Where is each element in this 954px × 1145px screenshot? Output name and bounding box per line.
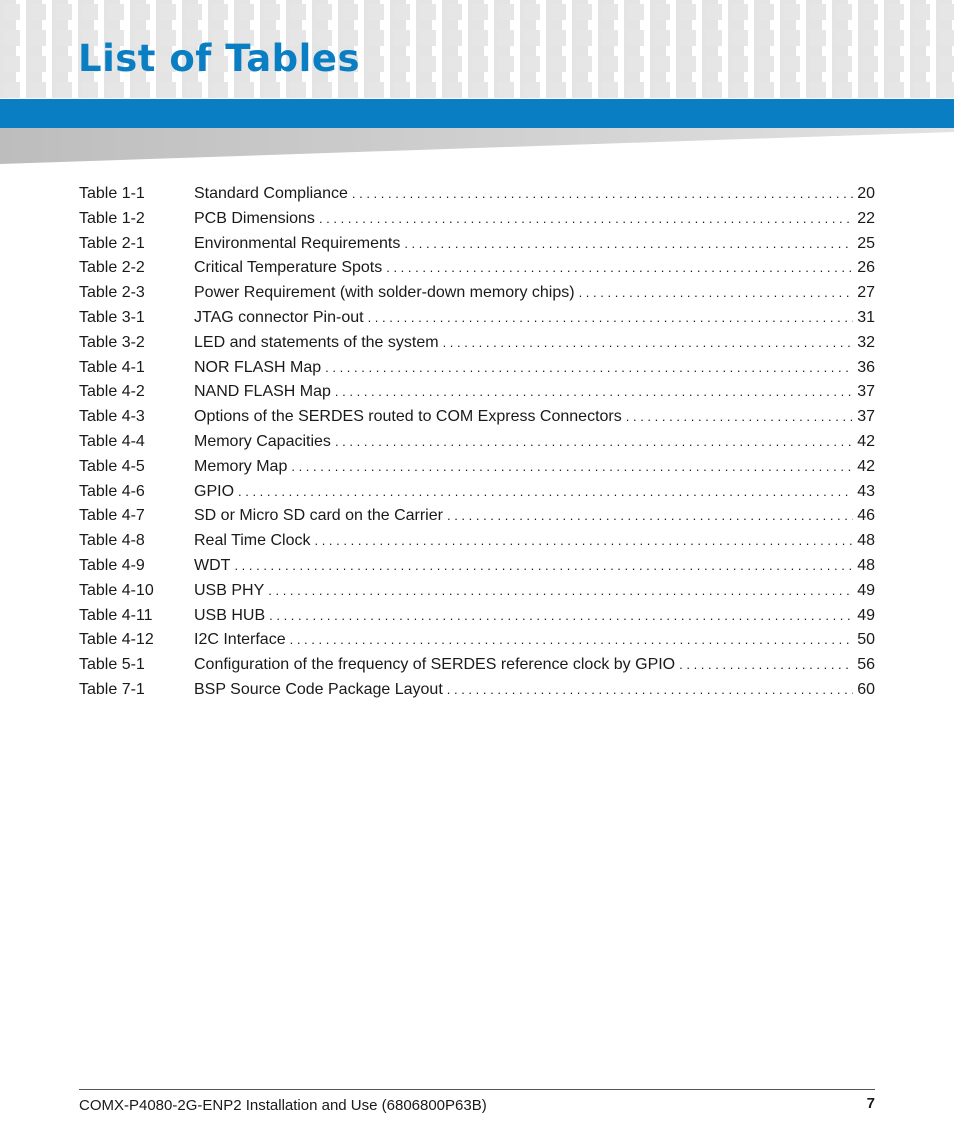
header-grid-cell xyxy=(888,56,904,72)
header-grid-cell xyxy=(888,82,904,98)
toc-entry-number: Table 4-8 xyxy=(79,532,145,550)
toc-entry-number: Table 4-11 xyxy=(79,606,153,624)
header-grid-cell xyxy=(82,82,98,98)
header-grid-cell xyxy=(628,4,644,20)
toc-entry-title: USB PHY xyxy=(194,581,265,599)
toc-entry-number: Table 4-4 xyxy=(79,432,145,450)
header-grid-cell xyxy=(628,56,644,72)
toc-dot-leader xyxy=(268,579,853,604)
toc-dot-leader xyxy=(352,182,853,207)
header-grid-cell xyxy=(290,4,306,20)
header-grid-cell xyxy=(420,82,436,98)
toc-entry-page: 48 xyxy=(857,556,875,574)
header-grid-cell xyxy=(524,30,540,46)
header-grid-cell xyxy=(758,4,774,20)
toc-entry-title: NOR FLASH Map xyxy=(194,358,322,376)
header-grid-cell xyxy=(394,56,410,72)
header-grid-cell xyxy=(186,82,202,98)
toc-entry-number: Table 4-3 xyxy=(79,408,145,426)
header-grid-cell xyxy=(134,82,150,98)
toc-entry-title: Memory Capacities xyxy=(194,432,331,450)
toc-entry[interactable] xyxy=(79,554,875,579)
header-grid-cell xyxy=(862,56,878,72)
header-grid-cell xyxy=(862,82,878,98)
header-grid-cell xyxy=(316,4,332,20)
toc-entry-title: NAND FLASH Map xyxy=(194,383,331,401)
header-grid-cell xyxy=(264,4,280,20)
toc-entry[interactable] xyxy=(79,281,875,306)
header-grid-cell xyxy=(784,4,800,20)
toc-entry[interactable] xyxy=(79,504,875,529)
toc-entry-page: 37 xyxy=(857,408,875,426)
header-grid-cell xyxy=(758,82,774,98)
toc-entry-title: WDT xyxy=(194,556,231,574)
toc-entry-page: 56 xyxy=(857,656,875,674)
header-grid-cell xyxy=(368,4,384,20)
header-grid-cell xyxy=(940,56,954,72)
header-grid-cell xyxy=(654,56,670,72)
header-grid-cell xyxy=(836,82,852,98)
toc-dot-leader xyxy=(626,405,853,430)
toc-dot-leader xyxy=(386,256,853,281)
toc-entry-page: 32 xyxy=(857,333,875,351)
toc-dot-leader xyxy=(447,678,853,703)
toc-entry-title: JTAG connector Pin-out xyxy=(194,308,364,326)
header-grid-cell xyxy=(888,30,904,46)
header-grid-cell xyxy=(238,82,254,98)
header-grid-cell xyxy=(30,56,46,72)
toc-entry-number: Table 1-2 xyxy=(79,209,145,227)
header-grid-cell xyxy=(940,82,954,98)
header-grid-cell xyxy=(4,56,20,72)
toc-entry-title: Environmental Requirements xyxy=(194,234,401,252)
toc-dot-leader xyxy=(319,207,853,232)
toc-entry-number: Table 4-9 xyxy=(79,556,145,574)
header-grid-cell xyxy=(576,30,592,46)
header-grid-cell xyxy=(680,30,696,46)
header-grid-cell xyxy=(654,30,670,46)
header-grid-cell xyxy=(30,4,46,20)
header-grid-cell xyxy=(836,56,852,72)
header-grid-cell xyxy=(602,30,618,46)
header-grid-cell xyxy=(628,82,644,98)
toc-entry-number: Table 5-1 xyxy=(79,656,145,674)
header-grid-cell xyxy=(524,56,540,72)
toc-entry[interactable] xyxy=(79,480,875,505)
toc-dot-leader xyxy=(290,628,854,653)
toc-dot-leader xyxy=(335,380,853,405)
header-grid-cell xyxy=(758,56,774,72)
toc-entry-page: 46 xyxy=(857,507,875,525)
header-grid-cell xyxy=(706,56,722,72)
header-grid-cell xyxy=(706,82,722,98)
toc-entry[interactable] xyxy=(79,306,875,331)
toc-entry-number: Table 2-2 xyxy=(79,259,145,277)
toc-entry-number: Table 4-7 xyxy=(79,507,145,525)
toc-entry[interactable] xyxy=(79,579,875,604)
toc-entry-title: PCB Dimensions xyxy=(194,209,315,227)
header-grid-cell xyxy=(472,56,488,72)
toc-entry-title: I2C Interface xyxy=(194,631,286,649)
toc-entry-title: LED and statements of the system xyxy=(194,333,439,351)
header-grid-cell xyxy=(732,30,748,46)
header-grid-cell xyxy=(472,30,488,46)
header-grid-cell xyxy=(914,82,930,98)
header-grid-cell xyxy=(836,30,852,46)
header-grid-cell xyxy=(212,82,228,98)
header-grid-cell xyxy=(940,4,954,20)
toc-entry-number: Table 3-1 xyxy=(79,308,145,326)
header-grid-cell xyxy=(342,82,358,98)
toc-entry-page: 36 xyxy=(857,358,875,376)
header-grid-cell xyxy=(108,82,124,98)
header-grid-cell xyxy=(394,82,410,98)
toc-entry-title: GPIO xyxy=(194,482,235,500)
toc-entry-title: Real Time Clock xyxy=(194,532,311,550)
toc-entry-number: Table 1-1 xyxy=(79,185,145,202)
header-grid-cell xyxy=(602,56,618,72)
header-grid-cell xyxy=(706,4,722,20)
footer-page-number: 7 xyxy=(866,1095,875,1112)
toc-dot-leader xyxy=(447,504,853,529)
header-grid-cell xyxy=(550,4,566,20)
page-title: List of Tables xyxy=(78,37,360,80)
header-grid-cell xyxy=(160,82,176,98)
toc-entry-page: 50 xyxy=(857,631,875,649)
header-grid-cell xyxy=(446,56,462,72)
header-grid-cell xyxy=(56,4,72,20)
header-grid-cell xyxy=(706,30,722,46)
toc-dot-leader xyxy=(368,306,854,331)
header-grid-cell xyxy=(186,4,202,20)
toc-entry-page: 37 xyxy=(857,383,875,401)
list-of-tables xyxy=(79,182,875,703)
toc-entry-page: 31 xyxy=(857,308,875,326)
header-grid-cell xyxy=(888,4,904,20)
header-grid-cell xyxy=(732,4,748,20)
header-grid-cell xyxy=(654,4,670,20)
toc-entry[interactable] xyxy=(79,653,875,678)
header-grid-cell xyxy=(56,30,72,46)
toc-entry[interactable] xyxy=(79,455,875,480)
toc-entry-number: Table 4-1 xyxy=(79,358,145,376)
header-grid-cell xyxy=(914,56,930,72)
toc-entry[interactable] xyxy=(79,331,875,356)
toc-entry-page: 22 xyxy=(857,209,875,227)
header-grid-cell xyxy=(940,30,954,46)
toc-entry[interactable] xyxy=(79,182,875,207)
header-grid-cell xyxy=(316,82,332,98)
toc-entry-number: Table 3-2 xyxy=(79,333,145,351)
header-grid-cell xyxy=(368,82,384,98)
toc-entry-title: Critical Temperature Spots xyxy=(194,259,383,277)
header-grid-cell xyxy=(56,82,72,98)
header-grid-cell xyxy=(862,4,878,20)
toc-entry[interactable] xyxy=(79,604,875,629)
toc-dot-leader xyxy=(314,529,853,554)
toc-entry[interactable] xyxy=(79,628,875,653)
header-grid-cell xyxy=(420,4,436,20)
header-grid-cell xyxy=(498,4,514,20)
header-grid-cell xyxy=(680,82,696,98)
toc-entry-page: 48 xyxy=(857,532,875,550)
toc-entry-page: 25 xyxy=(857,234,875,252)
toc-dot-leader xyxy=(325,356,853,381)
header-grid-cell xyxy=(576,4,592,20)
toc-entry-number: Table 4-10 xyxy=(79,581,154,599)
toc-entry-number: Table 7-1 xyxy=(79,680,145,698)
toc-dot-leader xyxy=(269,604,853,629)
header-grid-cell xyxy=(394,30,410,46)
header-grid-cell xyxy=(212,4,228,20)
header-grid-cell xyxy=(30,30,46,46)
header-gray-wedge xyxy=(0,128,954,164)
header-grid-cell xyxy=(238,4,254,20)
toc-entry-title: SD or Micro SD card on the Carrier xyxy=(194,507,443,525)
toc-entry-title: Options of the SERDES routed to COM Express Connectors xyxy=(194,408,622,426)
header-grid-cell xyxy=(4,30,20,46)
header-grid-cell xyxy=(4,82,20,98)
toc-entry-title: USB HUB xyxy=(194,606,266,624)
header-grid-cell xyxy=(472,4,488,20)
header-grid-cell xyxy=(810,4,826,20)
toc-entry-title: Configuration of the frequency of SERDES reference clock by GPIO xyxy=(194,656,676,674)
toc-entry[interactable] xyxy=(79,356,875,381)
header-grid-cell xyxy=(602,4,618,20)
toc-entry-number: Table 4-12 xyxy=(79,631,154,649)
header-grid-cell xyxy=(420,30,436,46)
header-grid-cell xyxy=(680,4,696,20)
header-grid-cell xyxy=(680,56,696,72)
header-grid-cell xyxy=(914,30,930,46)
header-grid-cell xyxy=(446,82,462,98)
toc-dot-leader xyxy=(335,430,853,455)
header-grid-cell xyxy=(836,4,852,20)
header-grid-cell xyxy=(784,30,800,46)
toc-entry-title: BSP Source Code Package Layout xyxy=(194,680,443,698)
toc-dot-leader xyxy=(291,455,853,480)
header-grid-cell xyxy=(342,4,358,20)
header-grid-cell xyxy=(160,4,176,20)
toc-dot-leader xyxy=(404,232,853,257)
header-grid-cell xyxy=(498,30,514,46)
header-grid-cell xyxy=(576,82,592,98)
header-grid-cell xyxy=(914,4,930,20)
header-grid-cell xyxy=(810,30,826,46)
toc-entry-page: 49 xyxy=(857,581,875,599)
toc-entry-number: Table 4-6 xyxy=(79,482,145,500)
header-grid-cell xyxy=(810,56,826,72)
header-grid-cell xyxy=(602,82,618,98)
header-grid-cell xyxy=(446,4,462,20)
header-grid-cell xyxy=(368,30,384,46)
toc-entry-title: Memory Map xyxy=(194,457,288,475)
header-grid-cell xyxy=(394,4,410,20)
header-grid-cell xyxy=(264,82,280,98)
toc-entry-page: 42 xyxy=(857,457,875,475)
toc-dot-leader xyxy=(443,331,854,356)
toc-entry-title: Standard Compliance xyxy=(194,185,348,202)
header-grid-cell xyxy=(784,56,800,72)
header-grid-cell xyxy=(498,56,514,72)
toc-dot-leader xyxy=(579,281,854,306)
header-grid-cell xyxy=(108,4,124,20)
header-grid-cell xyxy=(654,82,670,98)
toc-entry-page: 27 xyxy=(857,284,875,302)
toc-dot-leader xyxy=(238,480,853,505)
header-grid-cell xyxy=(550,82,566,98)
footer-document-title: COMX-P4080-2G-ENP2 Installation and Use (6806800P63B) xyxy=(79,1097,487,1114)
header-grid-cell xyxy=(862,30,878,46)
header-grid-cell xyxy=(472,82,488,98)
toc-entry-number: Table 2-3 xyxy=(79,284,145,302)
header-grid-cell xyxy=(30,82,46,98)
toc-entry-number: Table 2-1 xyxy=(79,234,145,252)
header-grid-cell xyxy=(732,56,748,72)
toc-dot-leader xyxy=(679,653,853,678)
header-grid-cell xyxy=(628,30,644,46)
header-grid-cell xyxy=(56,56,72,72)
toc-entry-page: 43 xyxy=(857,482,875,500)
header-grid-cell xyxy=(576,56,592,72)
toc-entry[interactable] xyxy=(79,256,875,281)
toc-entry[interactable] xyxy=(79,430,875,455)
toc-dot-leader xyxy=(234,554,853,579)
header-grid-cell xyxy=(498,82,514,98)
header-grid-cell xyxy=(810,82,826,98)
header-grid-cell xyxy=(134,4,150,20)
header-grid-cell xyxy=(368,56,384,72)
toc-entry[interactable] xyxy=(79,678,875,703)
header-grid-cell xyxy=(524,4,540,20)
header-grid-cell xyxy=(758,30,774,46)
toc-entry[interactable] xyxy=(79,207,875,232)
toc-entry-page: 60 xyxy=(857,680,875,698)
toc-entry[interactable] xyxy=(79,232,875,257)
toc-entry-number: Table 4-5 xyxy=(79,457,145,475)
header-blue-band xyxy=(0,99,954,128)
header-grid-cell xyxy=(550,30,566,46)
header-grid-cell xyxy=(784,82,800,98)
header-grid-cell xyxy=(732,82,748,98)
footer-rule xyxy=(79,1089,875,1090)
toc-entry[interactable] xyxy=(79,405,875,430)
toc-entry[interactable] xyxy=(79,380,875,405)
toc-entry-title: Power Requirement (with solder-down memory chips) xyxy=(194,284,575,302)
header-grid-cell xyxy=(290,82,306,98)
toc-entry-page: 42 xyxy=(857,432,875,450)
header-grid-cell xyxy=(420,56,436,72)
toc-entry-number: Table 4-2 xyxy=(79,383,145,401)
header-grid-cell xyxy=(82,4,98,20)
header-grid-cell xyxy=(446,30,462,46)
toc-entry[interactable] xyxy=(79,529,875,554)
toc-entry-page: 26 xyxy=(857,259,875,277)
toc-entry-page: 49 xyxy=(857,606,875,624)
header-grid-cell xyxy=(524,82,540,98)
toc-entry-page: 20 xyxy=(857,185,875,202)
header-grid-cell xyxy=(550,56,566,72)
header-grid-cell xyxy=(4,4,20,20)
